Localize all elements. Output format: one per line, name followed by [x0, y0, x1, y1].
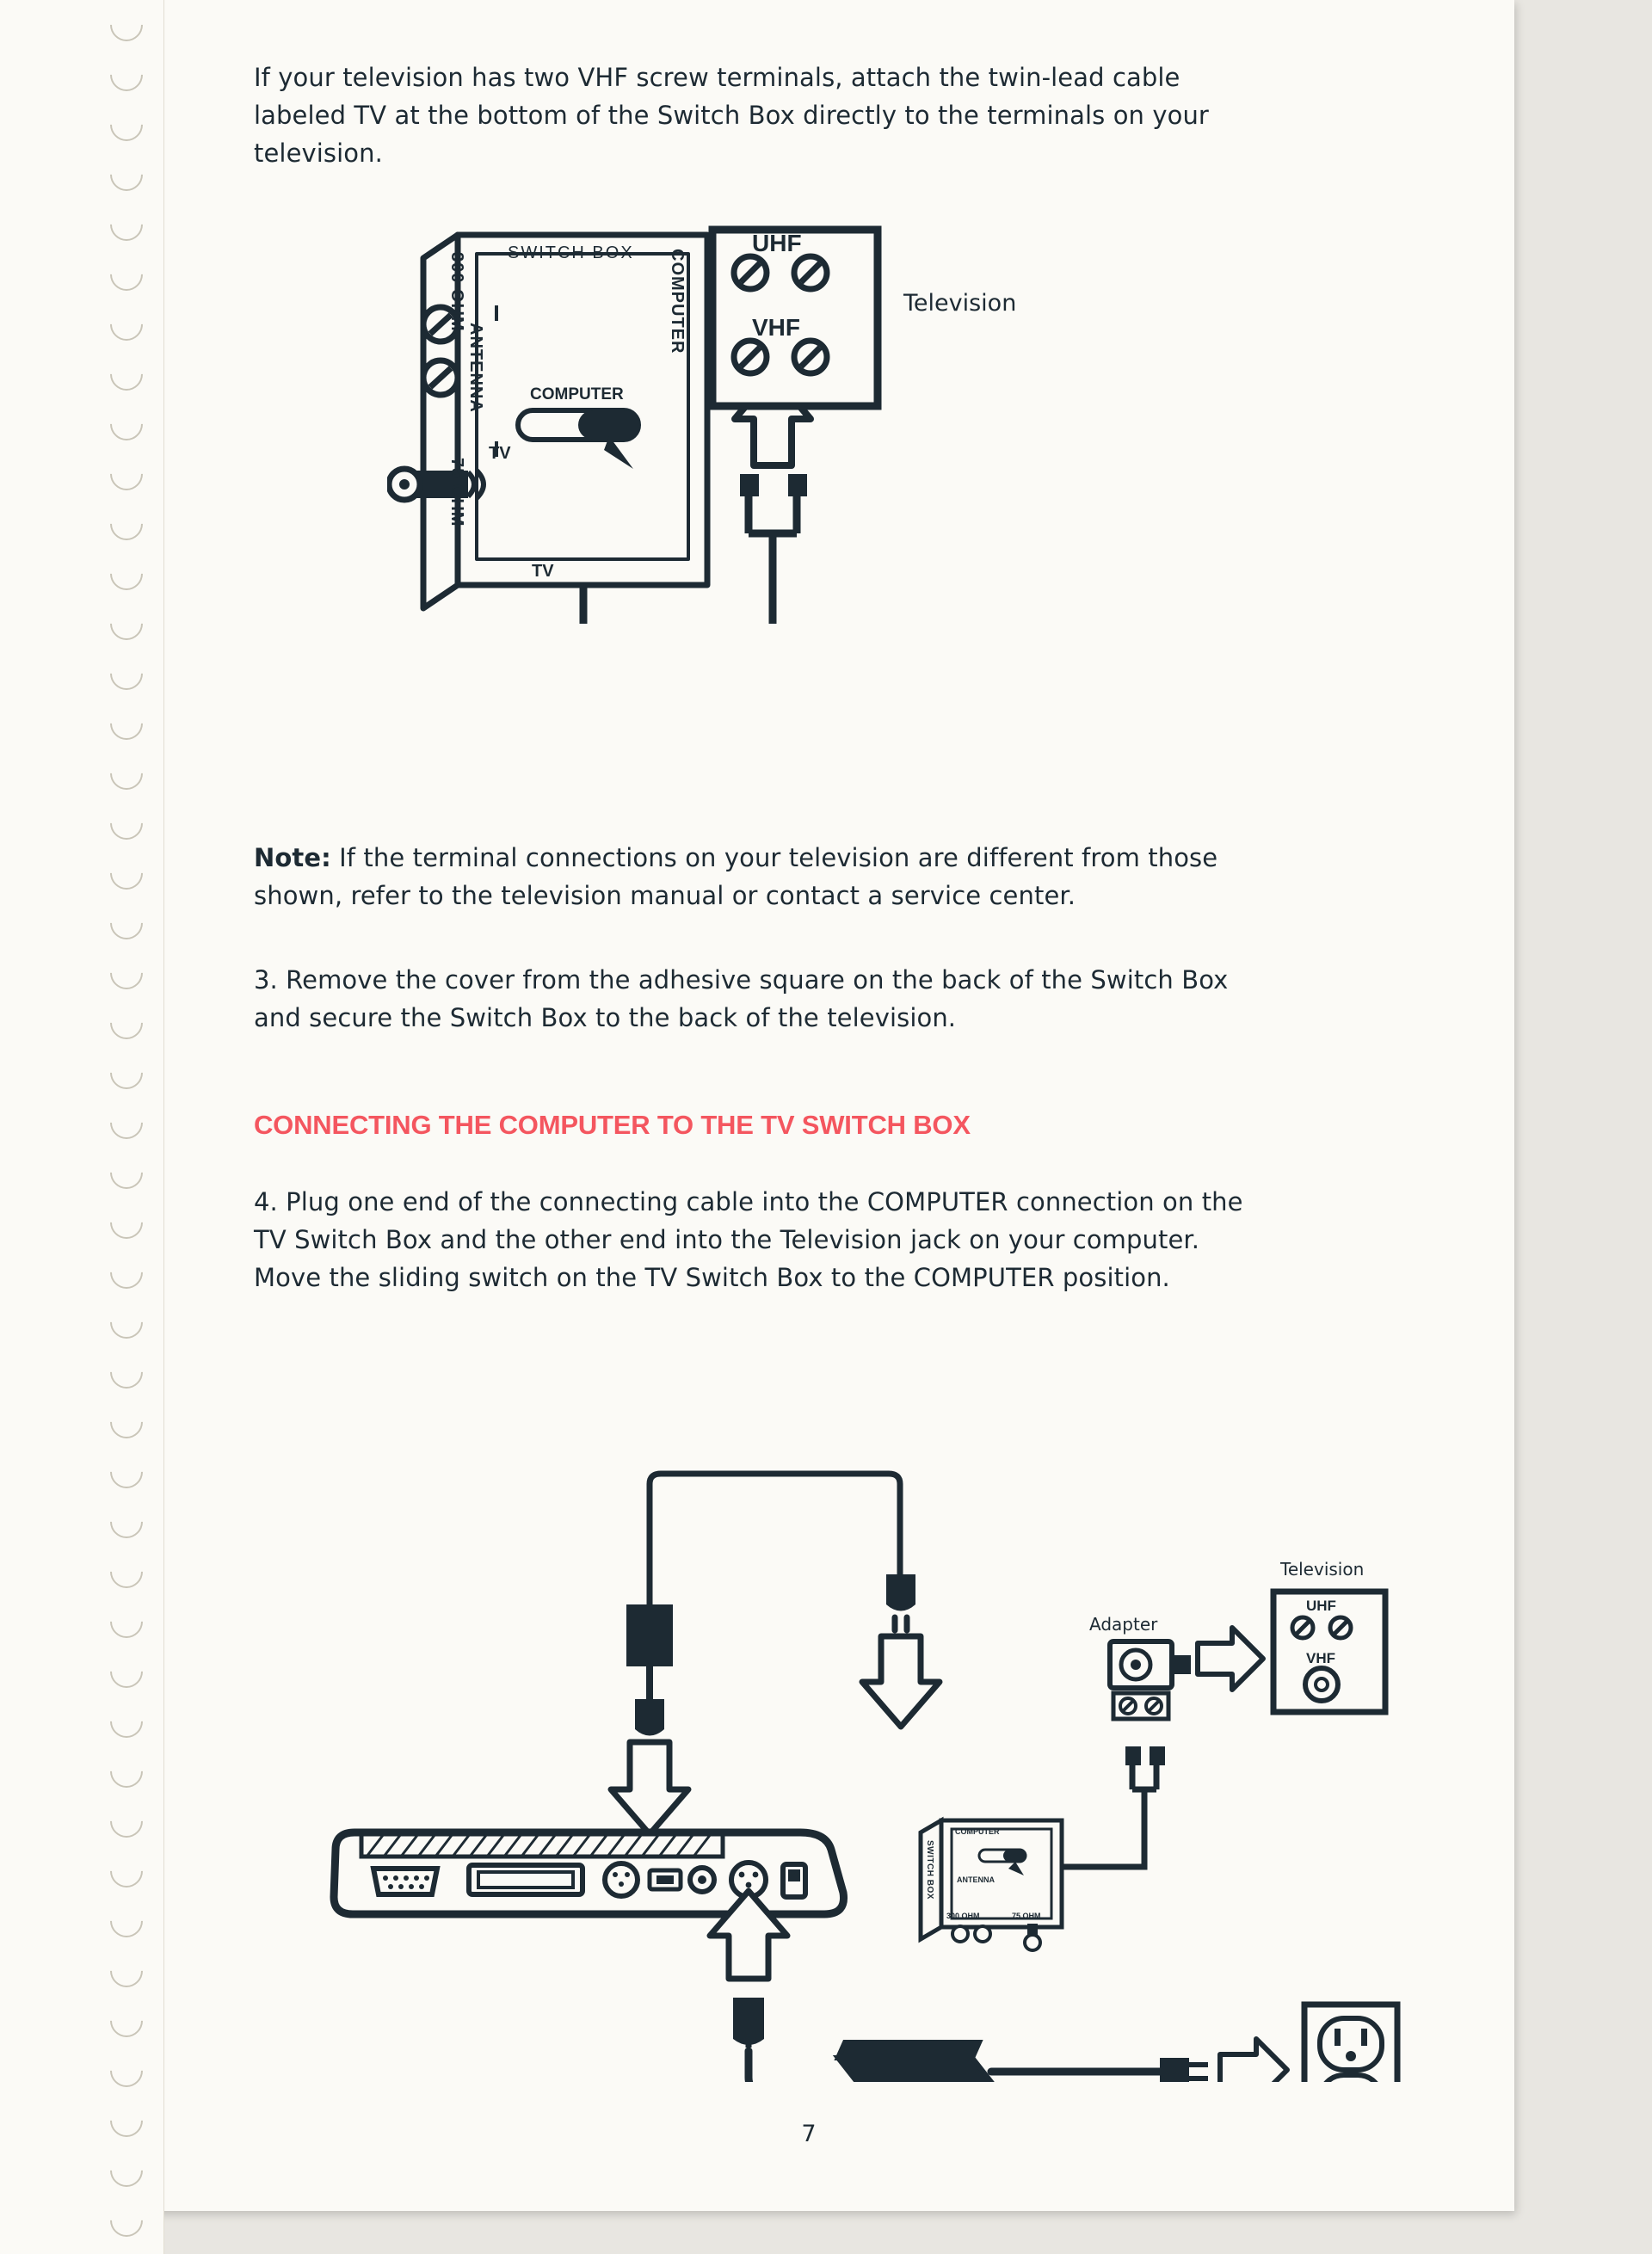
- paragraph-step4: 4. Plug one end of the connecting cable into the COMPUTER connection on the TV Switch Box and the other end into the Television jack on your computer. Move the sliding switch on the TV Switch Box to the COMPUTER position.: [254, 1187, 1243, 1292]
- label2-switch-box: SWITCH BOX: [925, 1840, 934, 1900]
- label2-300ohm: 300 OHM: [946, 1912, 980, 1920]
- label2-television: Television: [1280, 1559, 1365, 1580]
- label-300-ohm: 300 OHM: [447, 252, 466, 332]
- label2-vhf: VHF: [1306, 1650, 1335, 1666]
- page-number: 7: [801, 2121, 817, 2147]
- paragraph-step3: 3. Remove the cover from the adhesive square on the back of the Switch Box and secure the Switch Box to the back of the television.: [254, 965, 1229, 1032]
- label2-75ohm: 75 OHM: [1012, 1912, 1041, 1920]
- label-75-ohm: 75 OHM: [447, 458, 466, 527]
- label2-antenna: ANTENNA: [957, 1875, 995, 1884]
- label-television: Television: [903, 290, 1017, 317]
- label-computer-switch: COMPUTER: [530, 385, 624, 403]
- section-heading: CONNECTING THE COMPUTER TO THE TV SWITCH BOX: [254, 1110, 971, 1140]
- label2-adapter: Adapter: [1089, 1614, 1158, 1635]
- label-tv-switch: TV: [489, 444, 511, 463]
- figure-full-hookup: [318, 1445, 1437, 2082]
- paragraph-intro: If your television has two VHF screw terminals, attach the twin-lead cable labeled TV at the bottom of the Switch Box directly to the terminals on your television.: [254, 63, 1209, 168]
- label-vhf: VHF: [752, 314, 800, 341]
- label-uhf: UHF: [752, 230, 802, 256]
- label2-uhf: UHF: [1306, 1598, 1336, 1614]
- label-switch-box: SWITCH BOX: [508, 243, 634, 262]
- label-tv-bottom: TV: [532, 562, 554, 581]
- label2-computer: COMPUTER: [955, 1827, 1000, 1836]
- label-antenna: ANTENNA: [466, 323, 485, 413]
- label-computer-side: COMPUTER: [668, 249, 687, 354]
- note-label: Note:: [254, 843, 331, 872]
- note-body: If the terminal connections on your television are different from those shown, refer to the television manual or contact a service center.: [254, 843, 1218, 910]
- figure-switchbox-to-tv: [387, 219, 1273, 624]
- paragraph-note: [254, 839, 1252, 915]
- page-sheet: [103, 0, 1514, 2211]
